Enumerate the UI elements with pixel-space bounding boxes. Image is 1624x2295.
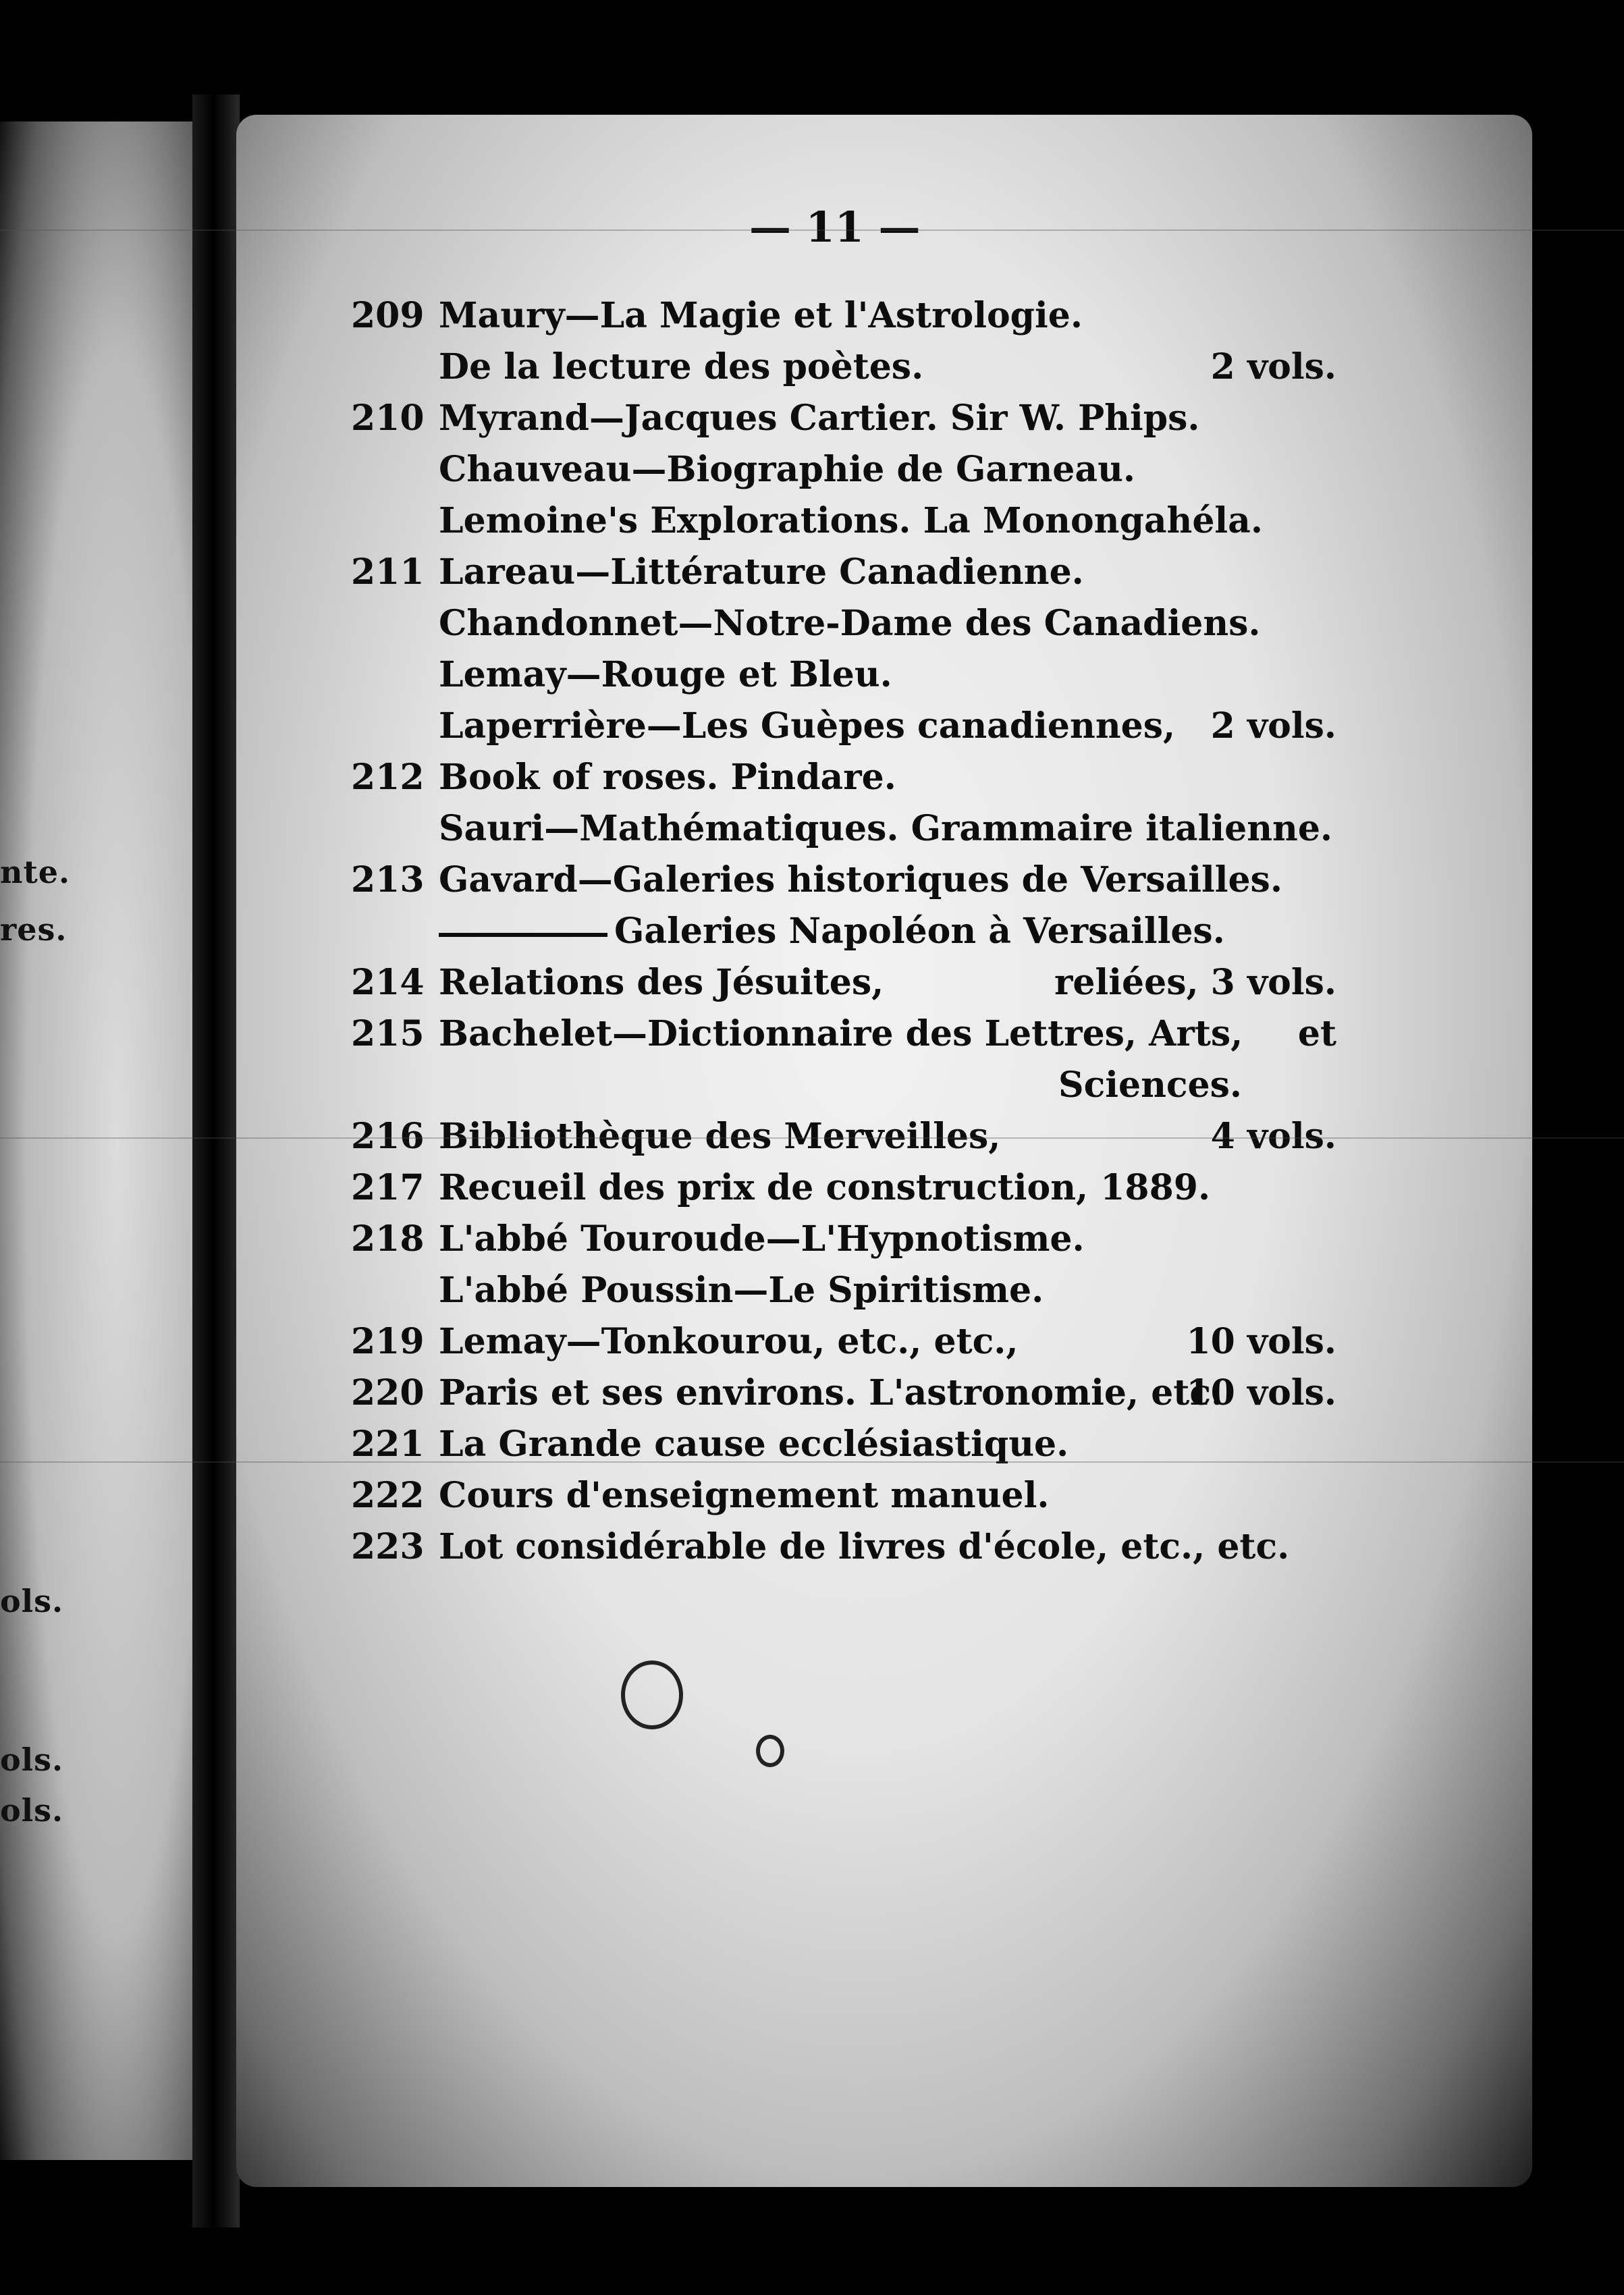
- lot-number: 216: [351, 1116, 425, 1157]
- lot-description: Lemay—Rouge et Bleu.: [439, 654, 892, 695]
- lot-description: Paris et ses environs. L'astronomie, etc.: [439, 1372, 1224, 1413]
- facing-page-fragment: ols.: [0, 1792, 64, 1829]
- catalogue-line: [351, 957, 1336, 1008]
- catalogue-line: [351, 342, 1336, 393]
- facing-page: [0, 122, 196, 2160]
- lot-volume-note: 4 vols.: [1210, 1116, 1336, 1157]
- catalogue-line: [351, 290, 1336, 342]
- lot-description: Bibliothèque des Merveilles,: [439, 1116, 1001, 1157]
- lot-volume-note: 2 vols.: [1210, 346, 1336, 387]
- lot-volume-note: reliées, 3 vols.: [1054, 962, 1336, 1003]
- lot-number: 213: [351, 859, 425, 900]
- lot-description: Recueil des prix de construction, 1889.: [439, 1167, 1211, 1208]
- scan-line-artifact: [0, 230, 1624, 231]
- lot-number: 214: [351, 962, 425, 1003]
- lot-volume-note: 10 vols.: [1186, 1321, 1336, 1362]
- lot-number: 220: [351, 1372, 425, 1413]
- lot-description: Sauri—Mathématiques. Grammaire italienne.: [439, 808, 1333, 849]
- lot-description: Galeries Napoléon à Versailles.: [614, 911, 1225, 952]
- lot-number: 209: [351, 295, 425, 336]
- catalogue-line: [351, 1470, 1336, 1521]
- lot-number: 210: [351, 398, 425, 439]
- lot-description: Lemay—Tonkourou, etc., etc.,: [439, 1321, 1019, 1362]
- catalogue-line: [351, 1368, 1336, 1419]
- lot-description: L'abbé Poussin—Le Spiritisme.: [439, 1270, 1044, 1311]
- lot-number: 211: [351, 551, 425, 593]
- lot-volume-note: 2 vols.: [1210, 705, 1336, 747]
- catalogue-line: [351, 1214, 1336, 1265]
- lot-description: Lemoine's Explorations. La Monongahéla.: [439, 500, 1263, 541]
- lot-description: L'abbé Touroude—L'Hypnotisme.: [439, 1218, 1085, 1260]
- catalogue-line: [351, 1008, 1336, 1060]
- facing-page-fragment: nte.: [0, 854, 70, 890]
- page-number: — 11 —: [749, 202, 921, 252]
- catalogue-line: [351, 444, 1336, 495]
- catalogue-line: [351, 1316, 1336, 1368]
- lot-description: Bachelet—Dictionnaire des Lettres, Arts,: [439, 1013, 1243, 1054]
- facing-page-fragment: ols.: [0, 1742, 64, 1778]
- lot-description: Lot considérable de livres d'école, etc., etc.: [439, 1526, 1290, 1567]
- lot-number: 217: [351, 1167, 425, 1208]
- catalogue-line: [351, 803, 1336, 855]
- ink-blot: [621, 1660, 683, 1729]
- lot-description: Chauveau—Biographie de Garneau.: [439, 449, 1135, 490]
- scan-line-artifact: [0, 1137, 1624, 1139]
- catalogue-line: [351, 1060, 1336, 1111]
- ink-blot: [756, 1735, 784, 1767]
- catalogue-line: [351, 1111, 1336, 1162]
- catalogue-line: [351, 495, 1336, 547]
- lot-number: 215: [351, 1013, 425, 1054]
- ditto-dash: [439, 933, 607, 937]
- lot-description: Cours d'enseignement manuel.: [439, 1475, 1050, 1516]
- lot-description: De la lecture des poètes.: [439, 346, 924, 387]
- lot-description: La Grande cause ecclésiastique.: [439, 1424, 1069, 1465]
- facing-page-fragment: ols.: [0, 1583, 64, 1619]
- lot-description: Chandonnet—Notre-Dame des Canadiens.: [439, 603, 1261, 644]
- catalogue-line: [351, 1521, 1336, 1573]
- lot-description: Book of roses. Pindare.: [439, 757, 896, 798]
- catalogue-line: [351, 1265, 1336, 1316]
- catalogue-line: [351, 547, 1336, 598]
- lot-description: Lareau—Littérature Canadienne.: [439, 551, 1084, 593]
- lot-number: 212: [351, 757, 425, 798]
- lot-description: Laperrière—Les Guèpes canadiennes,: [439, 705, 1176, 747]
- lot-number: 221: [351, 1424, 425, 1465]
- facing-page-fragment: res.: [0, 911, 67, 948]
- catalogue-entries: [351, 290, 1336, 1573]
- scan-line-artifact: [0, 1461, 1624, 1463]
- lot-volume-note: Sciences.: [1058, 1064, 1242, 1106]
- lot-number: 223: [351, 1526, 425, 1567]
- lot-description: Gavard—Galeries historiques de Versailles.: [439, 859, 1282, 900]
- catalogue-line: [351, 906, 1336, 957]
- lot-description: Relations des Jésuites,: [439, 962, 884, 1003]
- lot-number: 219: [351, 1321, 425, 1362]
- lot-volume-note: et: [1297, 1013, 1336, 1054]
- lot-number: 218: [351, 1218, 425, 1260]
- catalogue-line: [351, 393, 1336, 444]
- catalogue-line: [351, 752, 1336, 803]
- catalogue-line: [351, 855, 1336, 906]
- catalogue-line: [351, 649, 1336, 701]
- lot-volume-note: 10 vols.: [1186, 1372, 1336, 1413]
- catalogue-line: [351, 1162, 1336, 1214]
- catalogue-line: [351, 598, 1336, 649]
- lot-description: Maury—La Magie et l'Astrologie.: [439, 295, 1083, 336]
- lot-number: 222: [351, 1475, 425, 1516]
- lot-description: Myrand—Jacques Cartier. Sir W. Phips.: [439, 398, 1200, 439]
- catalogue-line: [351, 701, 1336, 752]
- book-gutter: [192, 94, 240, 2228]
